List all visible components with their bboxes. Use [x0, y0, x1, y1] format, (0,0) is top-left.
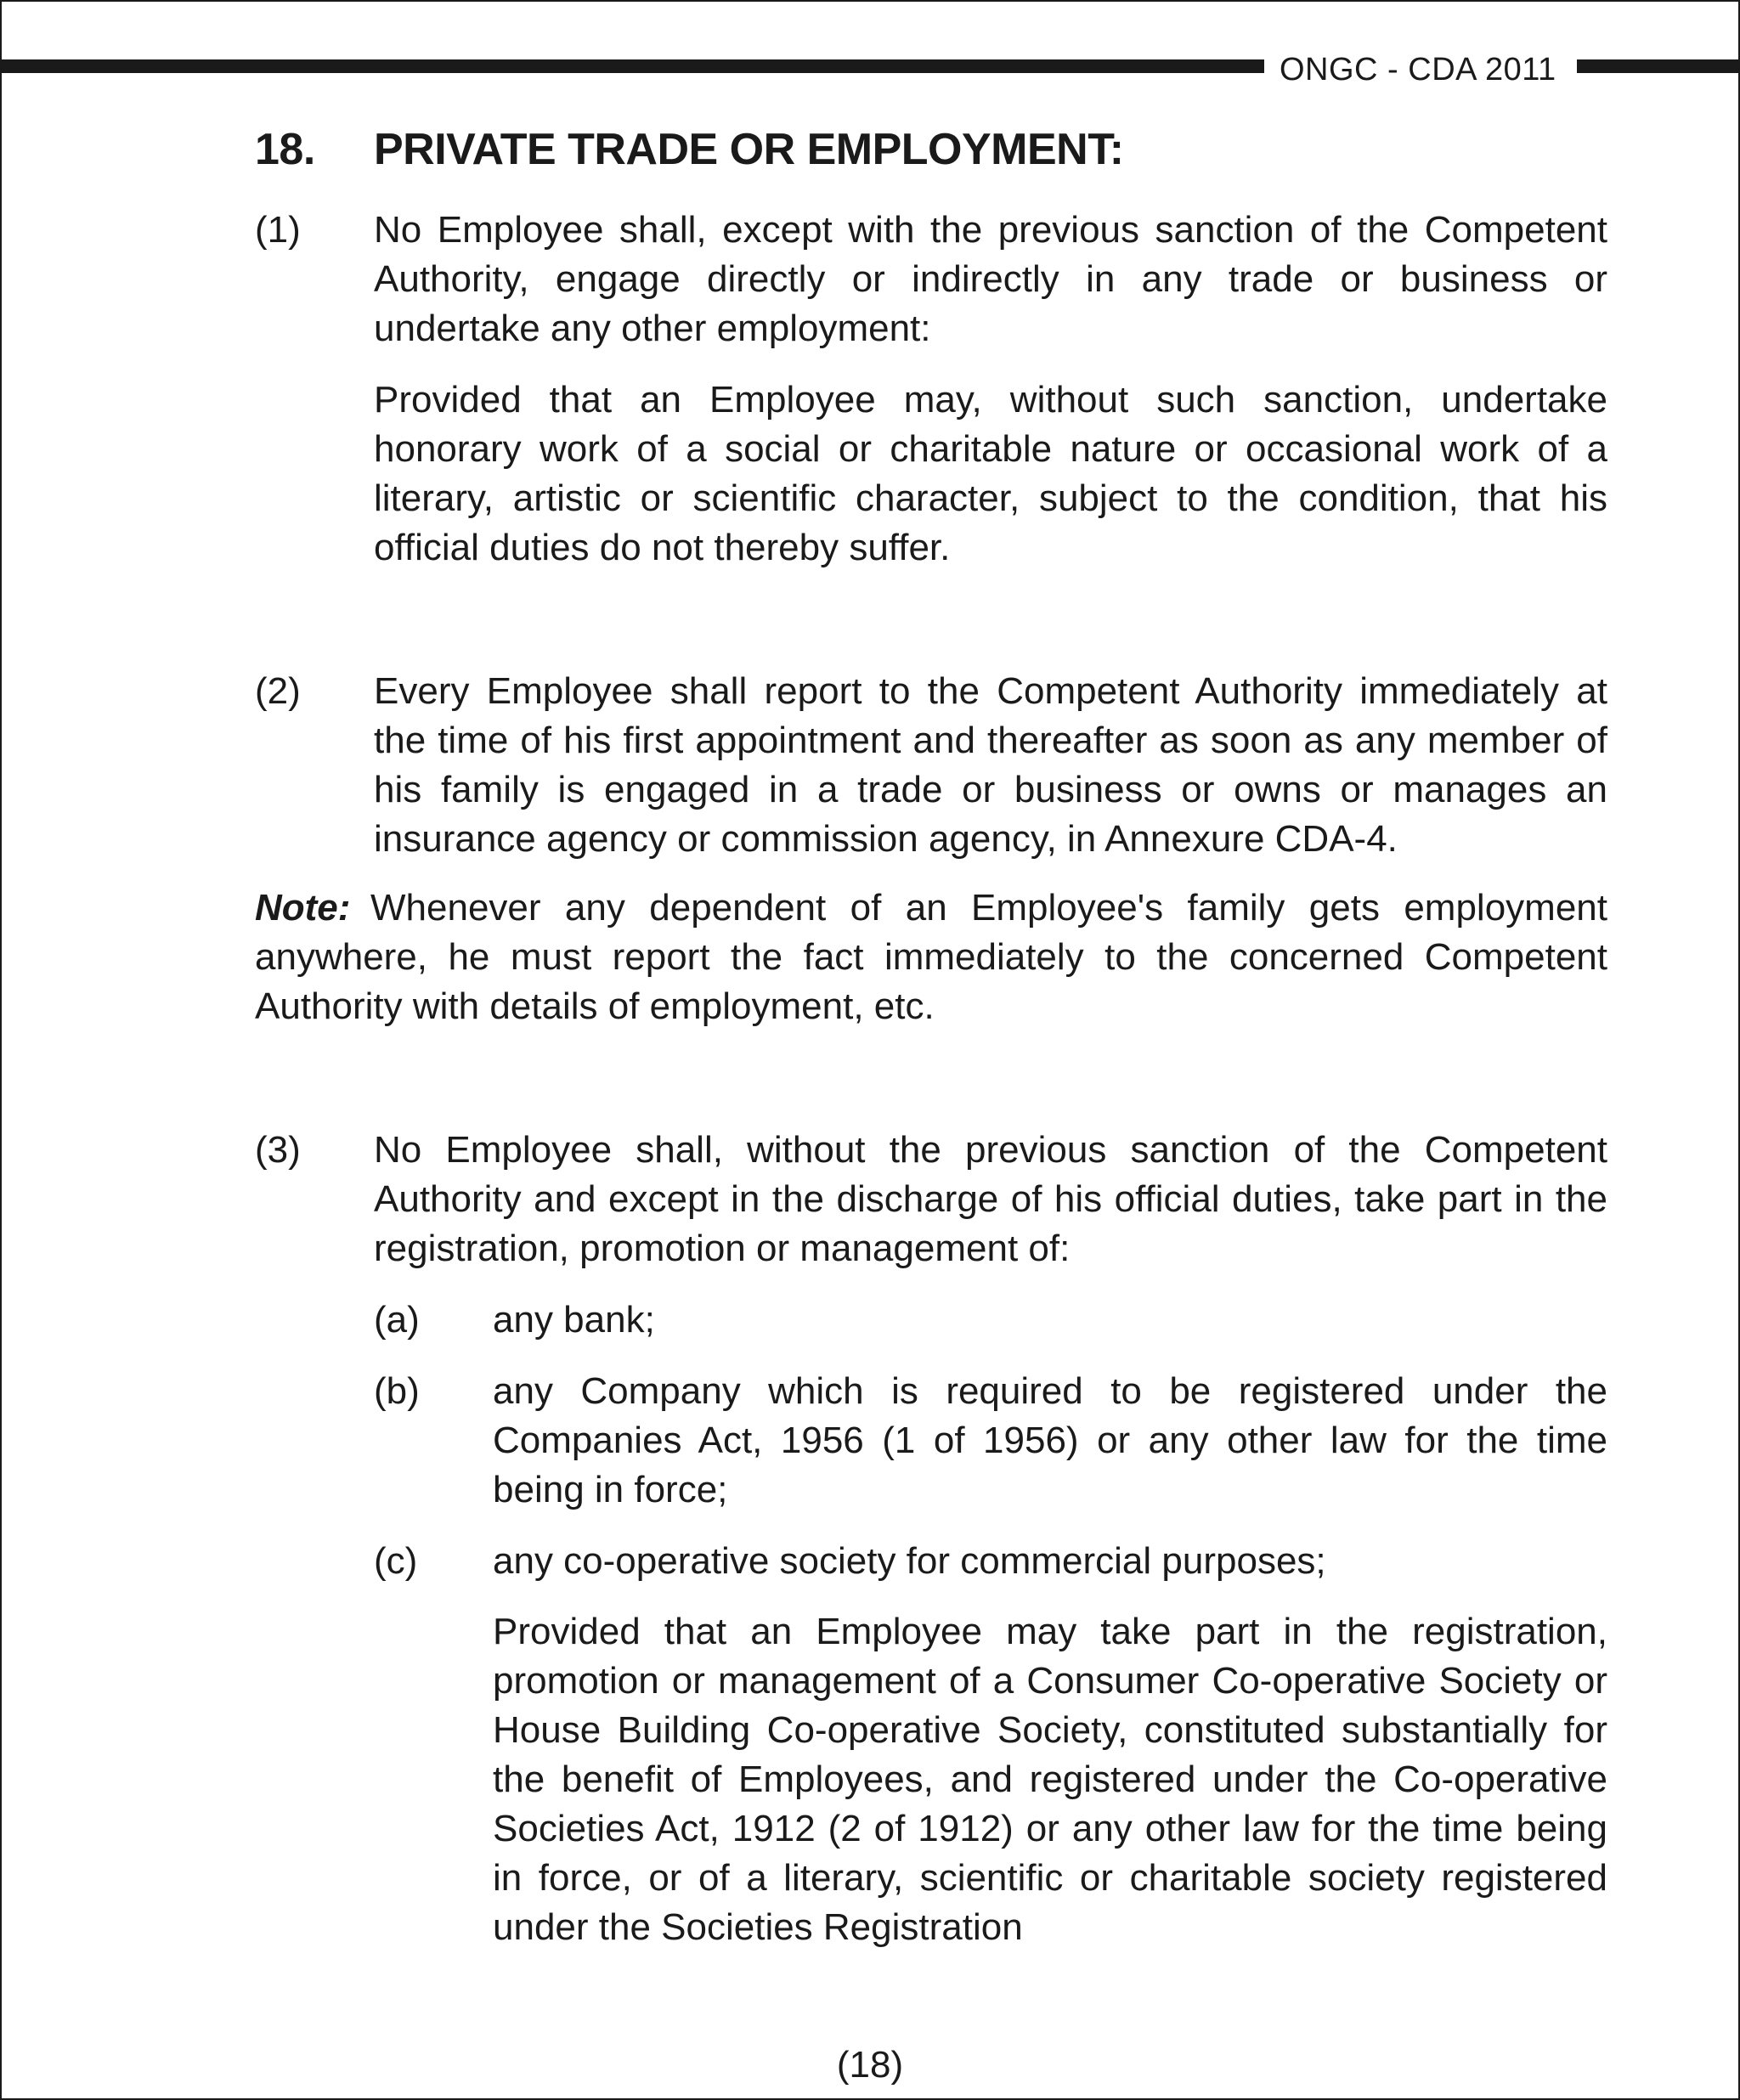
clause-1-label: (1)	[255, 209, 301, 251]
header-rule-left	[0, 59, 1264, 73]
clause-3-proviso: Provided that an Employee may take part in the registration, promotion or management of a Consumer Co-operative Society or House Building Co-operative Society, constituted substantially for the benefit of Employees, and registered under the Co-operative Societies Act, 1912 (2 of 1912) or any other law for the time being in force, or of a literary, scientific or charitable society registered under the Societies Registration	[493, 1611, 1607, 1948]
section-title: PRIVATE TRADE OR EMPLOYMENT:	[374, 125, 1124, 174]
item-b-text: any Company which is required to be registered under the Companies Act, 1956 (1 of 1956) or any other law for the time being in force;	[493, 1370, 1607, 1510]
page-number: (18)	[836, 2044, 904, 2086]
clause-3-label: (3)	[255, 1129, 301, 1171]
clause-1-text: No Employee shall, except with the previous sanction of the Competent Authority, engage directly or indirectly in any trade or business or undertake any other employment:	[374, 209, 1607, 349]
note-text	[255, 883, 1607, 1031]
item-a-text: any bank;	[493, 1299, 655, 1341]
section-number: 18.	[255, 125, 315, 174]
clause-3-text: No Employee shall, without the previous sanction of the Competent Authority and except in the discharge of his official duties, take part in the registration, promotion or management of:	[374, 1129, 1607, 1269]
note-label: Note:	[255, 887, 351, 929]
item-c-text: any co-operative society for commercial purposes;	[493, 1540, 1326, 1582]
clause-1-proviso: Provided that an Employee may, without such sanction, undertake honorary work of a social or charitable nature or occasional work of a literary, artistic or scientific character, subject to the condition, that his official duties do not thereby suffer.	[374, 379, 1607, 568]
item-c-label: (c)	[374, 1540, 418, 1582]
header-rule-right	[1577, 59, 1740, 73]
clause-2-text: Every Employee shall report to the Competent Authority immediately at the time of his first appointment and thereafter as soon as any member of his family is engaged in a trade or business or owns or manages an insurance agency or commission agency, in Annexure CDA-4.	[374, 670, 1607, 860]
header-title: ONGC - CDA 2011	[1280, 52, 1556, 88]
clause-2-label: (2)	[255, 670, 301, 712]
item-a-label: (a)	[374, 1299, 420, 1341]
note-body: Whenever any dependent of an Employee's family gets employment anywhere, he must report the fact immediately to the concerned Competent Authority with details of employment, etc.	[255, 887, 1607, 1027]
item-b-label: (b)	[374, 1370, 420, 1412]
